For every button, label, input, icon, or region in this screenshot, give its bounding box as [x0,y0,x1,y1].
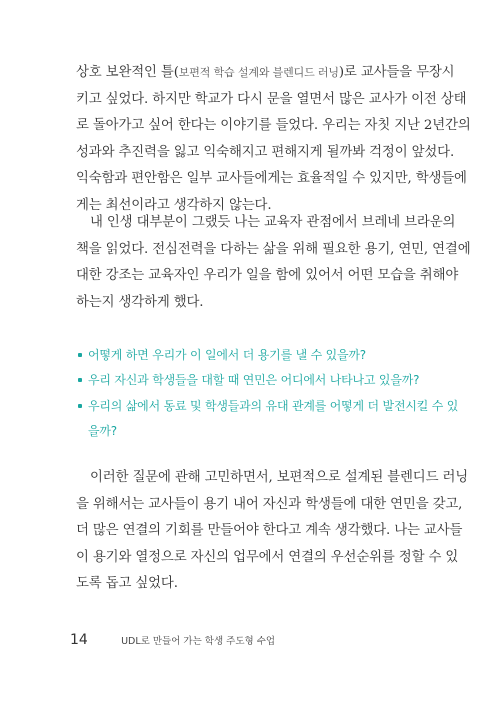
text-segment: 상호 보완적인 틀( [76,65,179,80]
body-paragraph-2 [76,210,471,316]
text-line: 이 용기와 열정으로 자신의 업무에서 연결의 우선순위를 정할 수 있 [76,549,459,565]
question-item [78,394,459,445]
body-paragraph-3 [76,465,469,598]
small-text-segment: 보편적 학습 설계와 블렌디드 러닝 [178,66,339,79]
question-text: 어떻게 하면 우리가 이 일에서 더 용기를 낼 수 있을까? [88,348,366,362]
text-line: 하는지 생각하게 했다. [76,294,204,310]
text-line: 을 위해서는 교사들이 용기 내어 자신과 학생들에 대한 연민을 갖고, [76,496,463,512]
question-text: 우리 자신과 학생들을 대할 때 연민은 어디에서 나타나고 있을까? [88,373,420,388]
question-item [78,368,428,393]
question-item [78,343,428,368]
square-bullet-icon [78,378,82,382]
text-line: 성과와 추진력을 잃고 익숙해지고 편해지게 될까봐 걱정이 앞섰다. [76,144,455,160]
text-line: 키고 싶었다. 하지만 학교가 다시 문을 열면서 많은 교사가 이전 상태 [76,91,467,107]
square-bullet-icon [78,353,82,357]
text-line: 내 인생 대부분이 그랬듯 나는 교육자 관점에서 브레네 브라운의 [90,215,456,230]
text-line: 더 많은 연결의 기회를 만들어야 한다고 계속 생각했다. 나는 교사들 [76,523,463,539]
question-text: 우리의 삶에서 동료 및 학생들과의 유대 관계를 어떻게 더 발전시킬 수 있 [88,398,459,413]
body-paragraph-1 [76,60,471,220]
text-line: 이러한 질문에 관해 고민하면서, 보편적으로 설계된 블렌디드 러닝 [90,470,469,485]
text-line: 책을 읽었다. 전심전력을 다하는 삶을 위해 필요한 용기, 연민, 연결에 [76,241,471,257]
question-list [78,343,459,445]
text-line: 익숙함과 편안함은 일부 교사들에게는 효율적일 수 있지만, 학생들에 [76,171,467,187]
text-line: 도록 돕고 싶었다. [76,576,178,592]
square-bullet-icon [78,404,82,408]
page-footer [70,629,275,648]
running-title: UDL로 만들어 가는 학생 주도형 수업 [121,636,276,647]
text-segment: )로 교사들을 무장시 [338,65,455,80]
question-text-continued: 을까? [88,424,117,439]
page-number: 14 [70,632,88,648]
text-line [76,60,455,87]
text-line: 로 돌아가고 싶어 한다는 이야기를 들었다. 우리는 자칫 지난 2년간의 [76,118,471,134]
text-line: 대한 강조는 교육자인 우리가 일을 함에 있어서 어떤 모습을 취해야 [76,268,459,284]
text-line: 게는 최선이라고 생각하지 않는다. [76,197,272,213]
